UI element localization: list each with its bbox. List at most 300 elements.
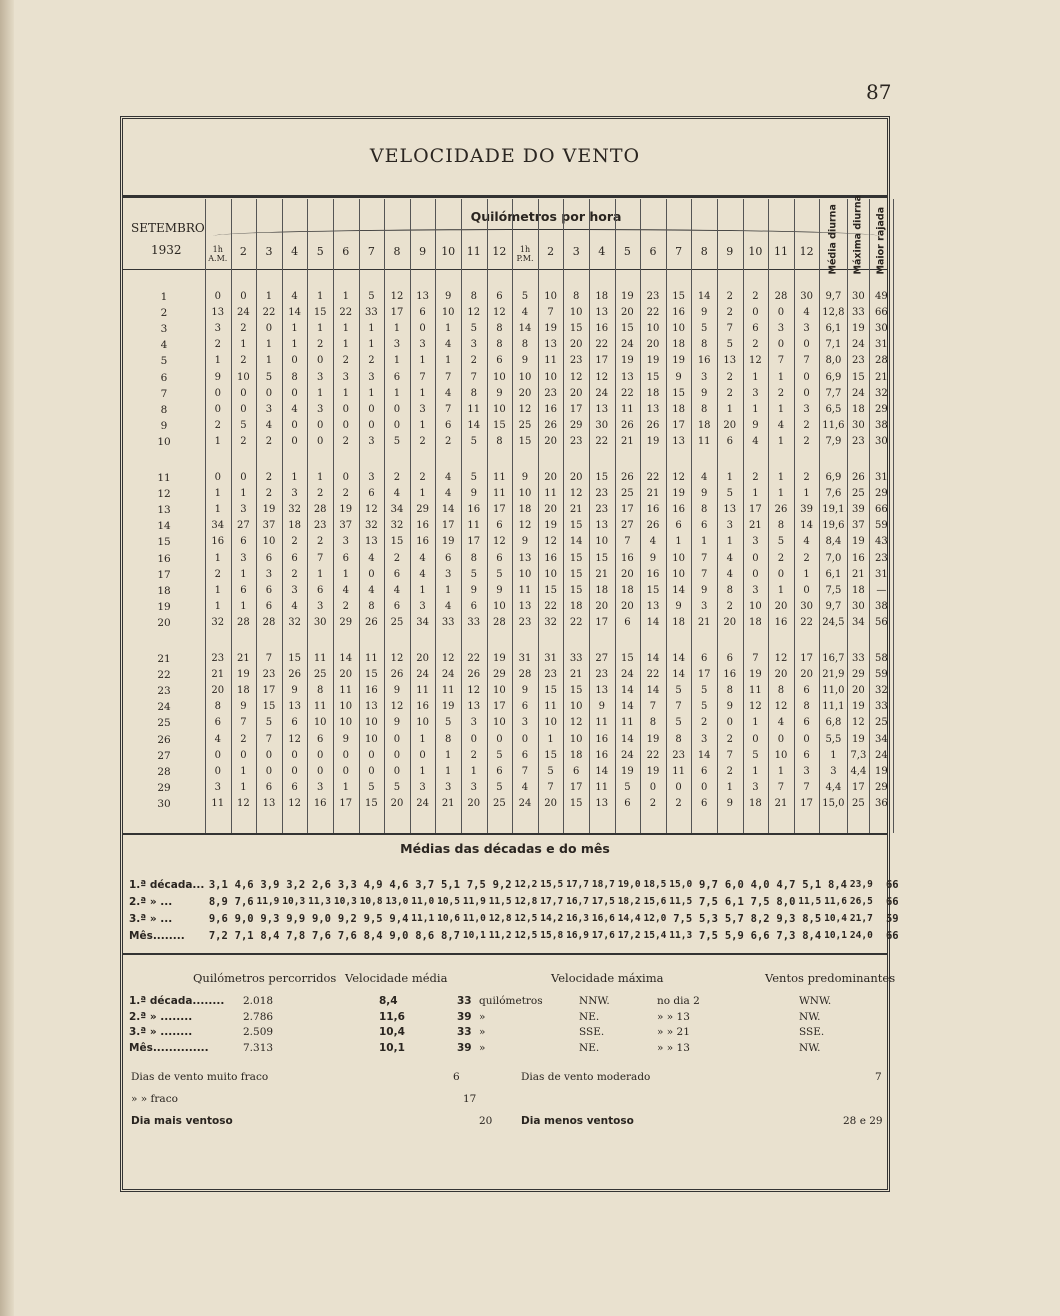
wind-cell: 1: [830, 749, 837, 761]
wind-cell: 8: [291, 371, 298, 383]
wind-cell: 10: [493, 685, 506, 697]
wind-cell: 4: [752, 435, 759, 447]
wind-cell: 11,0: [822, 685, 845, 697]
wind-cell: 1: [726, 536, 733, 548]
medias-cell: 9,9: [286, 913, 306, 925]
medias-cell: 11,6: [824, 896, 847, 907]
wind-cell: 22: [800, 616, 813, 628]
wind-cell: 2: [470, 749, 477, 761]
wind-cell: 24: [621, 749, 634, 761]
wind-cell: 16: [544, 403, 557, 415]
wind-cell: 25: [852, 488, 865, 500]
wind-cell: 1: [317, 291, 324, 302]
medias-cell: 16,3: [566, 913, 589, 924]
medias-cell: 6,1: [724, 896, 744, 908]
wind-cell: 13: [595, 685, 609, 697]
wind-cell: 11: [441, 685, 455, 697]
wind-cell: 16: [852, 552, 865, 564]
section-brace: [213, 229, 879, 236]
wind-cell: 24,5: [822, 616, 845, 628]
day-label: 24: [157, 701, 171, 714]
wind-cell: 17: [493, 504, 506, 516]
wind-cell: 15: [569, 568, 583, 580]
wind-cell: 15: [569, 584, 583, 596]
wind-cell: 8: [496, 323, 503, 335]
wind-cell: 1: [445, 355, 452, 367]
day-label: 29: [157, 781, 171, 794]
hour-header: 7: [675, 245, 683, 258]
wind-cell: 18: [595, 584, 609, 596]
wind-cell: 2: [726, 733, 733, 745]
wind-cell: 25: [852, 797, 865, 809]
hour-header: 1h A.M.: [208, 245, 228, 263]
wind-cell: 20: [852, 685, 865, 697]
stat-header: Média diurna: [827, 204, 839, 275]
menos-ventoso-label: Dia menos ventoso: [521, 1115, 634, 1127]
wind-cell: 10: [493, 403, 506, 415]
wind-cell: 7: [726, 323, 733, 335]
wind-cell: 10: [313, 717, 327, 729]
wind-cell: 2: [317, 536, 324, 548]
wind-cell: 6: [419, 307, 426, 319]
month-label: SETEMBRO: [131, 221, 205, 235]
wind-cell: 19: [621, 291, 634, 302]
wind-cell: 23: [852, 435, 865, 447]
wind-cell: 4: [291, 600, 298, 612]
wind-cell: 7,0: [825, 552, 842, 564]
wind-cell: 32: [288, 504, 301, 516]
wind-cell: 12: [288, 797, 301, 809]
wind-cell: 0: [291, 749, 298, 761]
wind-cell: 8: [214, 701, 221, 713]
wind-cell: 0: [777, 307, 785, 319]
summary-dir: NE.: [579, 1041, 600, 1054]
day-label: 13: [157, 504, 171, 517]
medias-cell: 66: [885, 930, 899, 942]
wind-cell: 19: [646, 435, 660, 447]
wind-cell: 8: [803, 701, 810, 713]
wind-cell: 28: [875, 355, 888, 367]
medias-cell: 16,9: [566, 930, 589, 941]
wind-cell: 6: [726, 435, 733, 447]
wind-cell: 59: [875, 520, 888, 532]
day-label: 2: [160, 307, 168, 320]
day-label: 19: [157, 600, 171, 613]
wind-cell: 0: [317, 765, 324, 777]
wind-cell: 24: [852, 339, 865, 351]
wind-cell: 3: [752, 584, 759, 596]
wind-cell: 1: [752, 717, 759, 729]
wind-cell: 30: [313, 616, 327, 628]
wind-cell: 7: [547, 781, 554, 793]
day-label: 23: [157, 685, 171, 698]
day-label: 3: [160, 323, 168, 336]
wind-cell: 2: [240, 355, 247, 367]
wind-cell: 1: [240, 488, 247, 500]
wind-cell: 4: [291, 291, 298, 302]
wind-cell: 0: [496, 733, 503, 745]
wind-cell: 10: [569, 733, 583, 745]
wind-cell: 6: [317, 584, 324, 596]
wind-cell: 29: [852, 669, 865, 681]
wind-cell: 15: [544, 584, 557, 596]
medias-rule-top: [123, 833, 887, 835]
wind-cell: 9: [701, 387, 708, 399]
wind-cell: 9: [393, 717, 401, 729]
summary-km: 2.018: [243, 995, 274, 1007]
wind-cell: 1: [240, 781, 247, 793]
wind-cell: 8: [368, 600, 375, 612]
medias-cell: 15,8: [540, 930, 564, 941]
summary-unit: »: [479, 1010, 486, 1023]
wind-cell: 1: [265, 339, 273, 351]
wind-cell: 13: [211, 307, 225, 319]
hour-header: 4: [291, 245, 299, 258]
wind-cell: 29: [875, 488, 888, 500]
wind-cell: 24: [518, 797, 532, 809]
medias-cell: 24,0: [849, 930, 873, 941]
wind-cell: 19: [749, 669, 762, 681]
wind-cell: 12: [749, 701, 762, 713]
wind-cell: 26: [390, 669, 404, 681]
wind-cell: 15: [288, 653, 301, 664]
wind-cell: 28: [518, 669, 532, 681]
hour-header: 9: [419, 245, 427, 258]
medias-cell: 11,5: [669, 896, 693, 907]
wind-cell: 16: [595, 733, 609, 745]
wind-cell: 6: [291, 781, 298, 793]
medias-cell: 9,0: [312, 913, 331, 925]
medias-cell: 7,1: [234, 930, 254, 942]
wind-cell: 22: [569, 616, 583, 628]
wind-cell: 6: [368, 488, 375, 500]
wind-cell: 9: [598, 701, 605, 713]
wind-cell: 0: [214, 291, 221, 302]
wind-cell: 7: [726, 749, 733, 761]
wind-cell: 2: [419, 472, 426, 483]
wind-cell: 1: [214, 600, 221, 612]
medias-cell: 7,5: [466, 879, 486, 891]
medias-cell: 17,2: [617, 930, 641, 941]
wind-cell: 20: [339, 669, 353, 681]
wind-cell: 16,7: [822, 653, 845, 664]
wind-cell: 4: [368, 552, 375, 564]
wind-cell: 22: [595, 435, 609, 447]
wind-cell: 2: [265, 435, 273, 447]
wind-cell: 1: [214, 355, 221, 367]
muito-fraco-value: 6: [453, 1071, 460, 1083]
wind-cell: 1: [291, 323, 298, 335]
wind-cell: 34: [852, 616, 865, 628]
wind-cell: 15,0: [822, 797, 845, 809]
hour-header: 11: [773, 245, 788, 258]
wind-cell: 10: [672, 552, 685, 564]
wind-cell: 3: [317, 600, 324, 612]
wind-cell: 66: [875, 504, 888, 516]
wind-cell: 5: [624, 781, 631, 793]
wind-cell: 17: [697, 669, 711, 681]
wind-cell: 0: [393, 749, 401, 761]
wind-cell: 9: [752, 419, 759, 431]
wind-cell: 16: [467, 504, 481, 516]
medias-cell: 12,2: [514, 879, 538, 890]
wind-cell: 15: [569, 797, 583, 809]
medias-cell: 10,4: [824, 913, 847, 924]
day-label: 7: [160, 387, 168, 400]
day-label: 17: [157, 568, 171, 581]
wind-cell: 20: [569, 339, 583, 351]
wind-cell: 6: [496, 552, 503, 564]
summary-vmed: 10,4: [379, 1026, 405, 1038]
wind-cell: 9: [445, 291, 452, 302]
wind-cell: 4: [445, 600, 452, 612]
wind-cell: 20: [621, 568, 634, 580]
wind-cell: 2: [240, 733, 247, 745]
wind-cell: 19: [441, 701, 455, 713]
summary-day: » » 13: [657, 1010, 690, 1023]
wind-cell: 9: [240, 701, 247, 713]
summary-km: 2.509: [243, 1026, 274, 1038]
wind-cell: 2: [803, 552, 810, 564]
wind-cell: 9,7: [825, 291, 842, 302]
medias-cell: 9,3: [776, 913, 796, 925]
wind-cell: 15: [672, 291, 685, 302]
wind-cell: 0: [265, 387, 273, 399]
wind-cell: 15: [518, 435, 532, 447]
wind-cell: 13: [621, 371, 634, 383]
wind-cell: 24: [237, 307, 250, 319]
wind-cell: 30: [875, 435, 888, 447]
wind-cell: 16: [211, 536, 225, 548]
wind-cell: 10: [595, 536, 609, 548]
wind-cell: 0: [317, 435, 324, 447]
medias-cell: 5,1: [802, 879, 822, 891]
wind-cell: 18: [749, 616, 762, 628]
medias-cell: 16,7: [566, 896, 589, 907]
day-label: 22: [157, 669, 171, 682]
medias-cell: 10,6: [437, 913, 460, 924]
wind-cell: 25: [313, 669, 327, 681]
day-label: 20: [157, 616, 171, 629]
wind-cell: 1: [393, 355, 401, 367]
wind-cell: 18: [852, 584, 865, 596]
wind-cell: 24: [875, 749, 888, 761]
wind-cell: 14: [672, 669, 685, 681]
day-label: 8: [160, 403, 168, 416]
wind-cell: 13: [723, 355, 737, 367]
wind-cell: 3: [470, 339, 477, 351]
wind-cell: 11: [544, 488, 557, 500]
medias-cell: 4,6: [389, 879, 409, 891]
wind-cell: 2: [726, 387, 733, 399]
wind-cell: 8: [573, 291, 580, 302]
wind-cell: 1: [317, 323, 324, 335]
wind-cell: 0: [342, 472, 349, 483]
wind-cell: 0: [240, 291, 247, 302]
medias-cell: 12,8: [488, 913, 512, 924]
wind-cell: 8: [496, 435, 503, 447]
wind-cell: 20: [569, 472, 583, 483]
wind-cell: 3: [803, 323, 810, 335]
wind-cell: 1: [214, 504, 221, 516]
wind-cell: 12: [518, 403, 532, 415]
wind-cell: 0: [393, 403, 401, 415]
wind-cell: 11: [211, 797, 225, 809]
wind-cell: 0: [317, 419, 324, 431]
wind-cell: 1: [777, 371, 785, 383]
wind-cell: 3: [291, 584, 298, 596]
medias-cell: 11,0: [462, 913, 486, 924]
hour-header: 3: [572, 245, 580, 258]
wind-cell: 22: [544, 600, 557, 612]
wind-cell: 9: [291, 685, 298, 697]
wind-cell: 9: [521, 355, 529, 367]
medias-cell: 11,3: [308, 896, 331, 907]
wind-cell: 9: [701, 488, 708, 500]
wind-cell: 10: [518, 488, 532, 500]
wind-cell: 4: [393, 584, 401, 596]
wind-cell: 7,3: [850, 749, 867, 761]
wind-cell: 6: [265, 584, 273, 596]
wind-cell: 3: [342, 536, 349, 548]
wind-cell: 5: [368, 781, 375, 793]
wind-cell: 23: [646, 291, 660, 302]
wind-cell: 37: [262, 520, 276, 532]
wind-cell: 8,0: [825, 355, 842, 367]
wind-cell: 0: [675, 781, 682, 793]
medias-cell: 4,9: [363, 879, 383, 891]
wind-cell: 6,9: [825, 371, 842, 383]
wind-cell: 6: [265, 781, 273, 793]
day-label: 6: [160, 371, 168, 384]
wind-cell: 9: [726, 797, 733, 809]
wind-cell: 11: [672, 765, 685, 777]
wind-cell: 20: [723, 616, 737, 628]
day-label: 25: [157, 717, 171, 730]
wind-cell: 6,1: [825, 323, 842, 335]
medias-cell: 5,1: [441, 879, 460, 891]
wind-cell: 6: [393, 600, 401, 612]
medias-cell: 15,6: [643, 896, 667, 907]
wind-cell: 4: [419, 552, 426, 564]
wind-cell: 19: [852, 536, 865, 548]
wind-cell: 49: [875, 291, 888, 302]
hour-header: 9: [726, 245, 734, 258]
wind-cell: 2: [291, 568, 298, 580]
wind-cell: 5: [547, 765, 554, 777]
wind-cell: 17: [595, 616, 609, 628]
medias-cell: 17,7: [566, 879, 589, 890]
wind-cell: 12: [774, 701, 788, 713]
wind-cell: 19,6: [822, 520, 845, 532]
day-label: 28: [157, 765, 171, 778]
medias-cell: 5,9: [724, 930, 744, 942]
wind-cell: 7: [701, 552, 708, 564]
wind-cell: 11,1: [822, 701, 845, 713]
medias-cell: 12,0: [643, 913, 667, 924]
wind-cell: 5: [393, 781, 401, 793]
summary-label: 1.ª década........: [129, 995, 225, 1007]
wind-cell: 0: [240, 749, 247, 761]
wind-cell: 3: [470, 781, 477, 793]
medias-cell: 10,1: [462, 930, 486, 941]
wind-cell: 13: [467, 701, 481, 713]
wind-cell: 10: [672, 323, 685, 335]
wind-cell: 3: [291, 488, 298, 500]
wind-cell: 22: [646, 307, 660, 319]
wind-cell: 3: [777, 323, 785, 335]
wind-cell: 37: [852, 520, 865, 532]
wind-cell: 11: [621, 717, 634, 729]
wind-cell: 24: [416, 797, 429, 809]
wind-cell: 2: [342, 600, 349, 612]
wind-cell: 14: [441, 504, 455, 516]
medias-cell: 10,1: [824, 930, 847, 941]
wind-cell: 15: [544, 749, 557, 761]
wind-cell: 26: [288, 669, 301, 681]
wind-cell: 3: [214, 323, 221, 335]
wind-cell: 1: [214, 435, 221, 447]
wind-cell: 33: [365, 307, 378, 319]
summary-vmax: 39: [457, 1041, 472, 1054]
wind-cell: 19: [875, 765, 888, 777]
wind-cell: 14: [646, 653, 660, 664]
wind-cell: 12: [441, 653, 455, 664]
wind-cell: 19: [646, 355, 660, 367]
wind-cell: 1: [445, 323, 452, 335]
wind-cell: 16: [313, 797, 327, 809]
wind-cell: 58: [875, 653, 888, 664]
wind-cell: 3: [419, 403, 426, 415]
wind-cell: 13: [518, 600, 532, 612]
wind-cell: 17: [852, 781, 865, 793]
wind-cell: 10: [672, 568, 685, 580]
medias-cell: 7,6: [312, 930, 331, 942]
wind-cell: 5,5: [825, 733, 842, 745]
summary-vmax: 33: [457, 995, 472, 1007]
wind-cell: 33: [569, 653, 583, 664]
medias-cell: 19,0: [617, 879, 641, 890]
wind-cell: 34: [390, 504, 404, 516]
wind-cell: 1: [214, 552, 221, 564]
wind-cell: 38: [875, 600, 888, 612]
wind-cell: 12: [749, 355, 762, 367]
medias-cell: 12,5: [514, 913, 538, 924]
summary-day: no dia 2: [657, 995, 700, 1007]
summary-dir: NE.: [579, 1010, 600, 1023]
wind-cell: 16: [365, 685, 378, 697]
wind-cell: 16: [672, 307, 685, 319]
wind-cell: 18: [852, 403, 865, 415]
medias-cell: 8,4: [802, 930, 822, 942]
wind-cell: 5: [701, 323, 708, 335]
wind-cell: 0: [752, 733, 759, 745]
wind-cell: 14: [569, 536, 583, 548]
wind-cell: 0: [291, 419, 298, 431]
wind-cell: 7: [777, 355, 785, 367]
wind-cell: 22: [646, 749, 660, 761]
wind-cell: 3: [368, 472, 375, 483]
wind-cell: 0: [291, 355, 298, 367]
wind-cell: 0: [291, 387, 298, 399]
wind-cell: 15: [621, 323, 634, 335]
wind-cell: 6: [496, 765, 503, 777]
wind-cell: 6: [496, 520, 503, 532]
wind-cell: 1: [342, 339, 349, 351]
wind-cell: 16: [646, 504, 660, 516]
wind-cell: 11: [621, 403, 634, 415]
wind-cell: 1: [777, 584, 785, 596]
